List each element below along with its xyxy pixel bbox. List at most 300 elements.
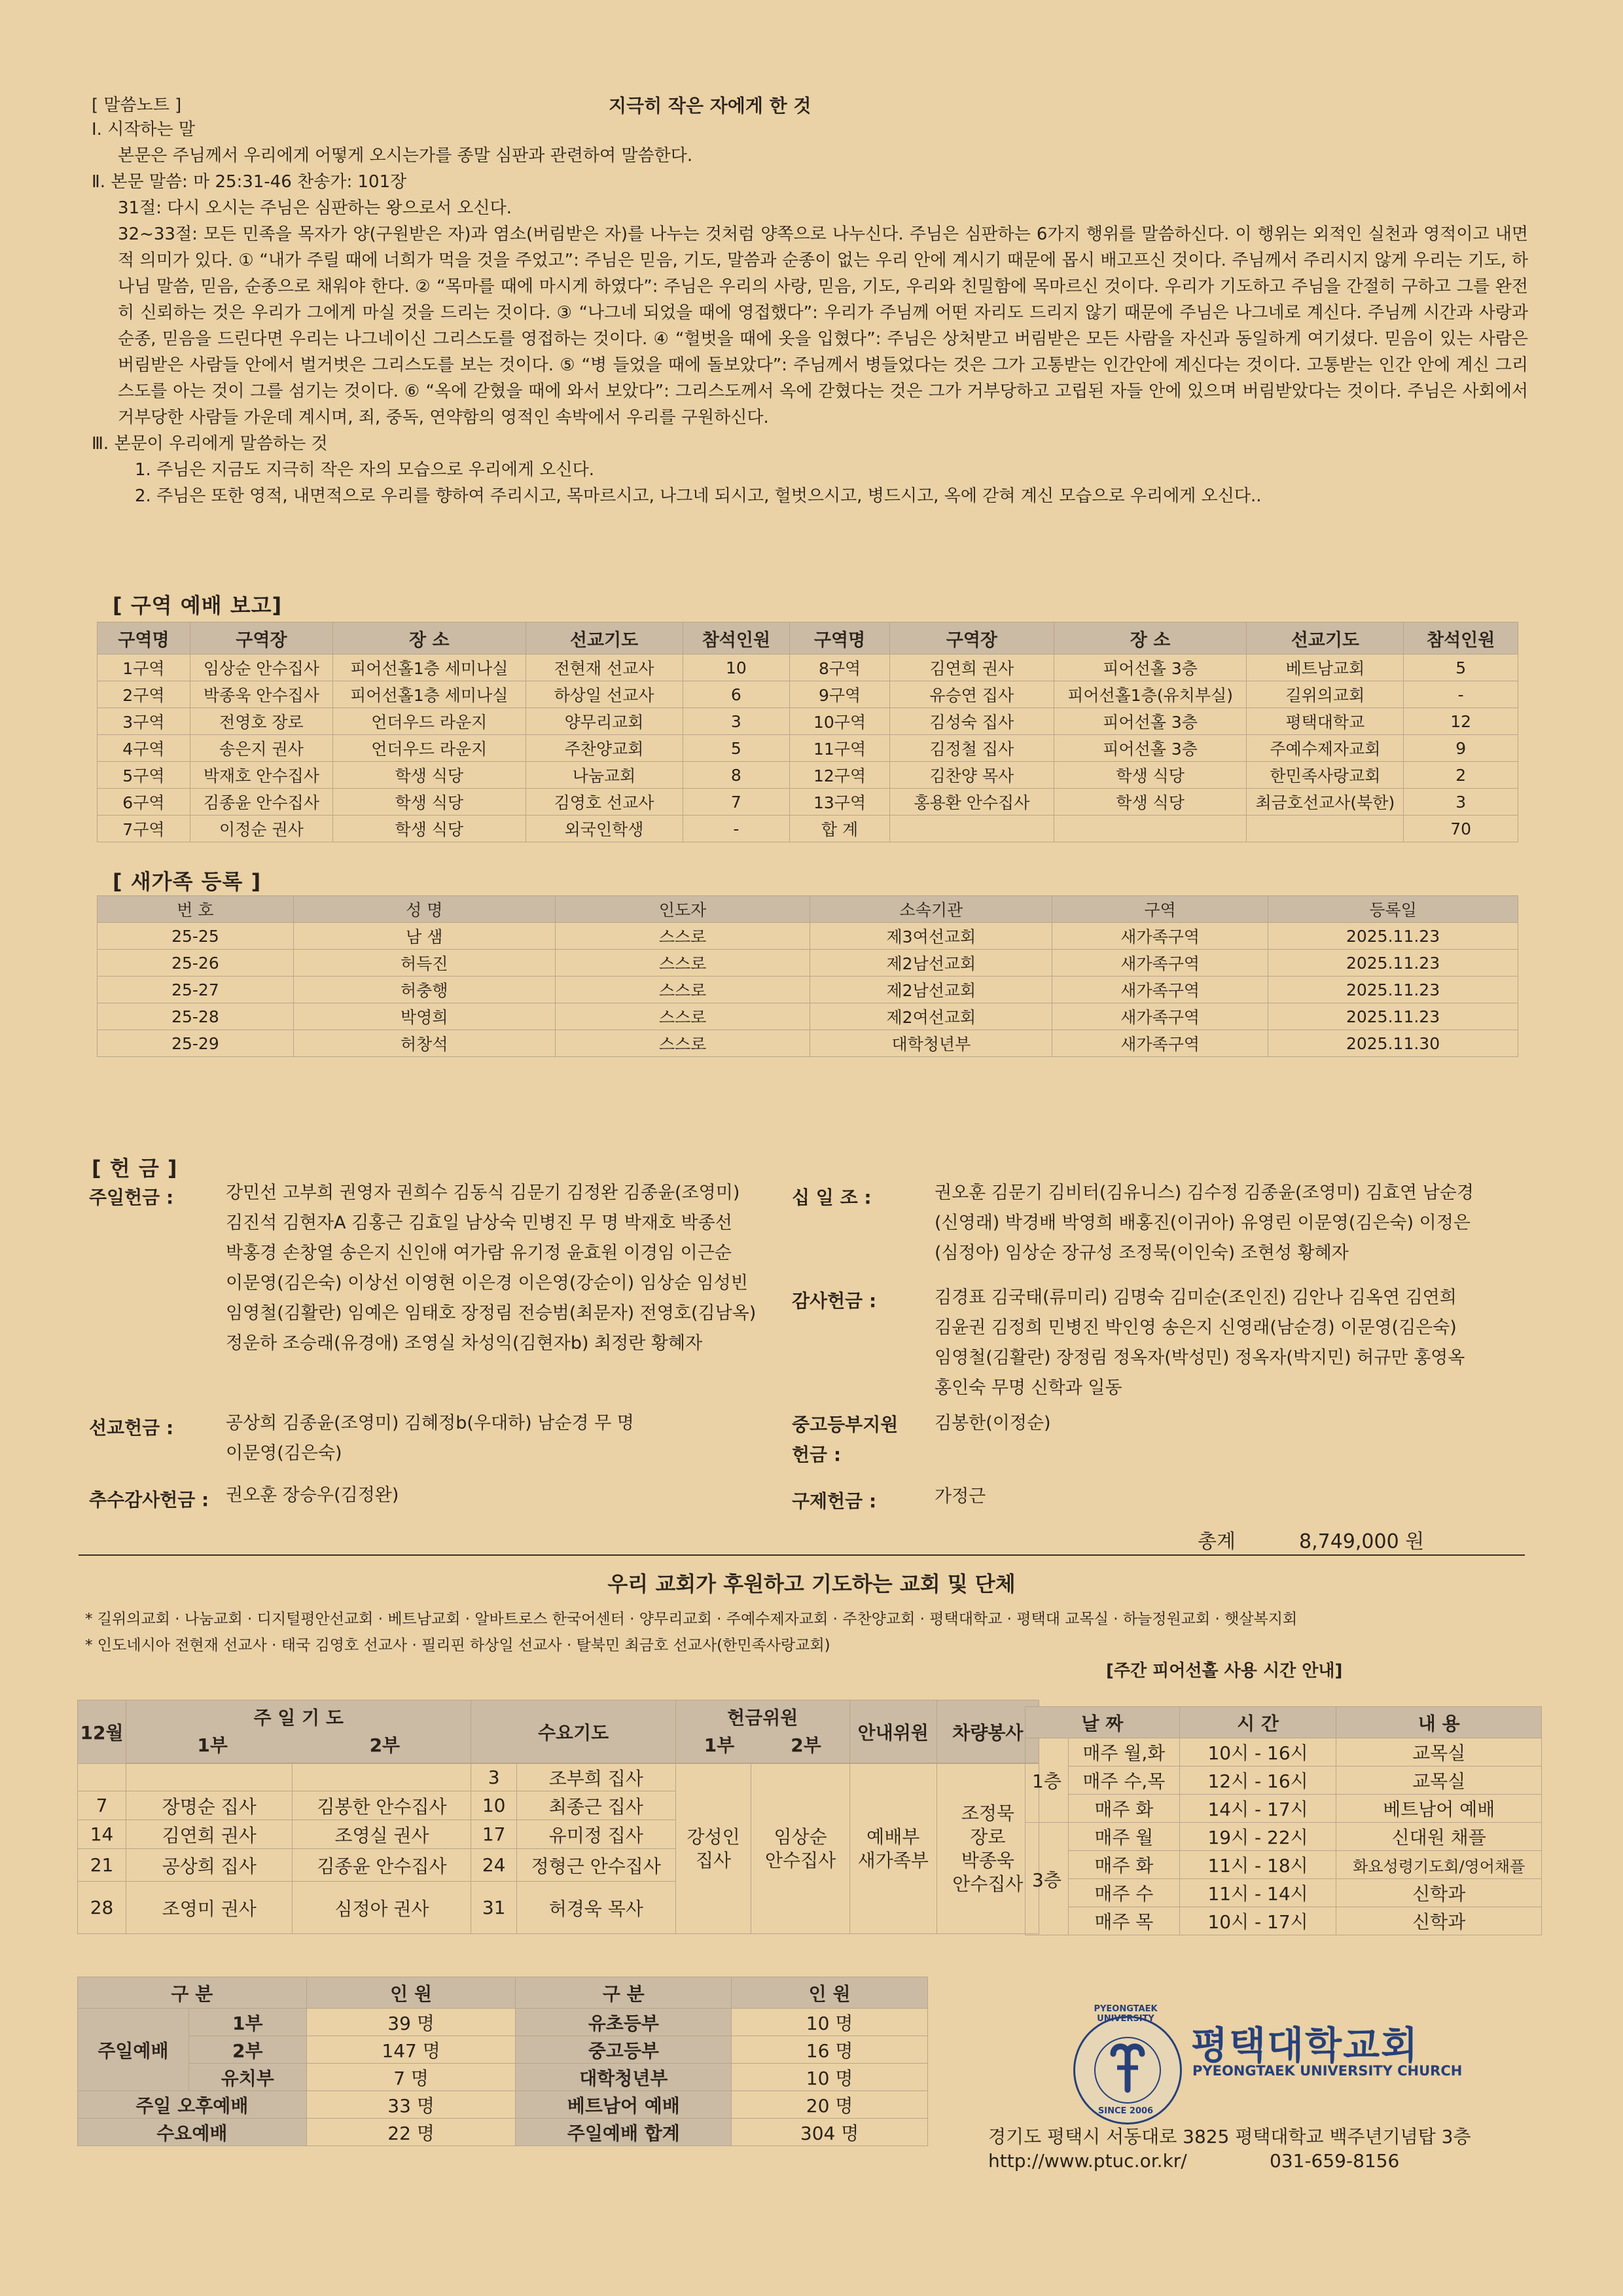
money-first-header: 1부 <box>704 1734 735 1756</box>
col-header: 참석인원 <box>1404 622 1518 655</box>
harvest-offering-names: 권오훈 장승우(김정완) <box>226 1485 399 1505</box>
cell: 최종근 집사 <box>516 1791 675 1820</box>
cell: 김종윤 안수집사 <box>293 1849 471 1882</box>
table-row <box>78 2064 928 2091</box>
cell: 송은지 권사 <box>190 735 332 762</box>
cell: 김연희 권사 <box>126 1820 293 1849</box>
cell: 제2남선교회 <box>810 977 1052 1003</box>
wednesday-prayer-header: 수요기도 <box>471 1700 675 1763</box>
col-header: 날 짜 <box>1026 1707 1180 1738</box>
cell: 새가족구역 <box>1052 977 1268 1003</box>
name-line: (신영래) 박경배 박영희 배홍진(이귀아) 유영린 이문영(김은숙) 이정은 <box>935 1213 1471 1233</box>
district-title: [ 구역 예배 보고] <box>113 593 283 618</box>
money-second-cell <box>751 1764 849 1934</box>
sunday-offering-label: 주일헌금 : <box>89 1187 174 1208</box>
cell: 피어선홀 3층 <box>1054 655 1247 681</box>
cell: 합 계 <box>790 816 890 842</box>
attendance-header-row <box>78 1977 928 2009</box>
sunday-worship-cell: 주일예배 <box>78 2009 189 2091</box>
church-phone: 031-659-8156 <box>1270 2150 1400 2172</box>
cell: 5구역 <box>98 762 190 789</box>
usher-header: 안내위원 <box>849 1700 936 1763</box>
cell: 2025.11.23 <box>1268 950 1518 977</box>
cell: 3구역 <box>98 708 190 735</box>
cell: 허충행 <box>293 977 555 1003</box>
col-header: 인 원 <box>306 1977 516 2009</box>
cell <box>1247 816 1404 842</box>
district-header-row <box>98 622 1518 655</box>
name-line: 장로 <box>970 1825 1006 1848</box>
newfamily-title: [ 새가족 등록 ] <box>113 869 262 894</box>
cell: 조영미 권사 <box>126 1882 293 1934</box>
cell: 33 명 <box>306 2091 516 2119</box>
cell: 김성숙 집사 <box>889 708 1054 735</box>
cell: 피어선홀 3층 <box>1054 708 1247 735</box>
col-header: 참석인원 <box>683 622 790 655</box>
name-line: 안수집사 <box>764 1849 836 1871</box>
cell: 허경욱 목사 <box>516 1882 675 1934</box>
cell: 147 명 <box>306 2036 516 2064</box>
category-cell: 주일예배 합계 <box>516 2119 732 2146</box>
relief-offering-names: 가정근 <box>935 1486 986 1507</box>
cell: 공상희 집사 <box>126 1849 293 1882</box>
harvest-offering-label: 추수감사헌금 : <box>89 1489 209 1511</box>
cell: 7구역 <box>98 816 190 842</box>
cell: 25-27 <box>98 977 294 1003</box>
cell: 허득진 <box>293 950 555 977</box>
name-line: 조정묵 <box>961 1802 1014 1824</box>
name-line: 임상순 <box>774 1825 827 1848</box>
cell: 20 명 <box>732 2091 928 2119</box>
cell <box>889 816 1054 842</box>
cell: 학생 식당 <box>333 762 526 789</box>
section-1-body: 본문은 주님께서 우리에게 어떻게 오시는가를 종말 심판과 관련하여 말씀한다. <box>118 146 693 166</box>
tithe-label: 십 일 조 : <box>792 1187 872 1208</box>
table-row <box>1026 1738 1542 1767</box>
cell: 10구역 <box>790 708 890 735</box>
section-1-heading: Ⅰ. 시작하는 말 <box>92 120 196 139</box>
cell: 3 <box>471 1764 516 1791</box>
name-line: 김진석 김현자A 김홍근 김효일 남상숙 민병진 무 명 박재호 박종선 <box>226 1213 732 1233</box>
cell: 12 <box>1404 708 1518 735</box>
name-line: 박종욱 <box>961 1849 1014 1871</box>
category-cell: 수요예배 <box>78 2119 307 2146</box>
cell: 전현재 선교사 <box>526 655 683 681</box>
col-header: 인 원 <box>732 1977 928 2009</box>
table-row <box>98 708 1518 735</box>
name-line: 예배부 <box>866 1825 920 1848</box>
cell: 10시 - 16시 <box>1179 1738 1336 1767</box>
cell: 매주 월 <box>1068 1823 1179 1851</box>
cell: 남 샘 <box>293 923 555 950</box>
cell: 한민족사랑교회 <box>1247 762 1404 789</box>
youth-support-label <box>792 1410 898 1470</box>
cell: 2025.11.23 <box>1268 1003 1518 1030</box>
cell: 매주 월,화 <box>1068 1738 1179 1767</box>
cell: 6구역 <box>98 789 190 816</box>
cell: 2025.11.30 <box>1268 1030 1518 1057</box>
col-header: 구역장 <box>190 622 332 655</box>
money-committee-header <box>675 1700 849 1763</box>
cell: 7 명 <box>306 2064 516 2091</box>
name-line: 임영철(김활란) 장정림 정옥자(박성민) 정옥자(박지민) 허규만 홍영옥 <box>935 1348 1465 1368</box>
col-header: 시 간 <box>1179 1707 1336 1738</box>
cell: 김영호 선교사 <box>526 789 683 816</box>
cell: 학생 식당 <box>333 816 526 842</box>
name-line: 박홍경 손창열 송은지 신인애 여가람 유기정 윤효원 이경임 이근순 <box>226 1243 732 1263</box>
cell: 허창석 <box>293 1030 555 1057</box>
offering-title: [ 헌 금 ] <box>92 1156 178 1181</box>
cell: 장명순 집사 <box>126 1791 293 1820</box>
table-row <box>98 762 1518 789</box>
cell: 주찬양교회 <box>526 735 683 762</box>
cell: 신대원 채플 <box>1336 1823 1542 1851</box>
table-row <box>98 735 1518 762</box>
cell <box>1054 816 1247 842</box>
verse-32-33: 32~33절: 모든 민족을 목자가 양(구원받은 자)과 염소(버림받은 자)를 나누는 것처럼 양쪽으로 나누신다. 주님은 심판하는 6가지 행위를 말씀하신다. 이 행위는 외적인 실천과 영적이고 내면적 의미가 있다. ① “내가 주릴 때에 너희가 먹을 것을 주었고”: 주님은 믿음, 기도, 말씀과 순종이 없는 우리 안에 계시기 때문에 몹시 배고프신 것이다. 주님께서 주리시지 않게 우리는 기도, 하나님 말씀, 믿음, 순종으로 채워야 한다. ② “목마를 때에 마시게 하였다”: 주님은 우리의 사랑, 믿음, 기도, 우리와 친밀함에 목마르신 것이다. 우리가 기도하고 주님을 간절히 구하고 그를 완전히 신뢰하는 것은 우리가 그에게 마실 것을 드리는 것이다. ③ “나그네 되었을 때에 영접했다”: 우리가 주님께 어떤 자리도 드리지 않기 때문에 주님은 나그네로 계신다. 주님께 시간과 사랑과 순종, 믿음을 드린다면 우리는 나그네이신 그리스도를 영접하는 것이다. ④ “헐벗을 때에 옷을 입혔다”: 주님은 상처받고 버림받은 모든 사람을 자신과 동일하게 여기셨다. 믿음이 있는 사람은 버림받은 사람들 안에서 벌거벗은 그리스도를 보는 것이다. ⑤ “병 들었을 때에 돌보았다”: 주님께서 병들었다는 것은 그가 고통받는 인간안에 계신다는 것이다. 고통받는 인간 안에 계신 그리스도를 아는 것이 그를 섬기는 것이다. ⑥ “옥에 갇혔을 때에 와서 보았다”: 그리스도께서 옥에 갇혔다는 것은 그가 거부당하고 고립된 자들 안에 있으며 버림받았다는 것이다. 주님은 사회에서 거부당한 사람들 가운데 계시며, 죄, 중독, 연약함의 영적인 속박에서 우리를 구원하신다. <box>118 224 1528 427</box>
cell: 25-28 <box>98 1003 294 1030</box>
cell: 베트남교회 <box>1247 655 1404 681</box>
cell: 새가족구역 <box>1052 1030 1268 1057</box>
prayer-header-row <box>78 1700 1039 1763</box>
first-service-header: 1부 <box>197 1734 228 1756</box>
seal-bottom-text: SINCE 2006 <box>1097 2106 1154 2116</box>
col-header: 구 분 <box>78 1977 307 2009</box>
point-1: 1. 주님은 지금도 지극히 작은 자의 모습으로 우리에게 오신다. <box>135 460 594 480</box>
cell: 최금호선교사(북한) <box>1247 789 1404 816</box>
table-row <box>98 655 1518 681</box>
cell: 24 <box>471 1849 516 1882</box>
cell: 22 명 <box>306 2119 516 2146</box>
cell: 28 <box>78 1882 126 1934</box>
category-cell: 주일 오후예배 <box>78 2091 307 2119</box>
category-cell: 2부 <box>188 2036 306 2064</box>
table-row <box>78 2036 928 2064</box>
cell: 피어선홀1층 세미나실 <box>333 655 526 681</box>
cell: 스스로 <box>555 923 810 950</box>
cell: 조영실 권사 <box>293 1820 471 1849</box>
cell: 7 <box>683 789 790 816</box>
cell: 정형근 안수집사 <box>516 1849 675 1882</box>
cell: 전영호 장로 <box>190 708 332 735</box>
col-header: 구 분 <box>516 1977 732 2009</box>
verse-31: 31절: 다시 오시는 주님은 심판하는 왕으로서 오신다. <box>118 198 512 218</box>
cell: 9 <box>1404 735 1518 762</box>
name-line: 안수집사 <box>952 1873 1024 1895</box>
cell: 4구역 <box>98 735 190 762</box>
name-line: 강성인 <box>687 1825 740 1848</box>
cell: 2구역 <box>98 681 190 708</box>
name-line: 임영철(김활란) 임예은 임태호 장정림 전승범(최문자) 전영호(김남옥) <box>226 1303 757 1323</box>
cell: 김봉한 안수집사 <box>293 1791 471 1820</box>
cell: 학생 식당 <box>1054 789 1247 816</box>
cell: 스스로 <box>555 1030 810 1057</box>
prayer-duty-table <box>77 1700 1039 1934</box>
cell: 임상순 안수집사 <box>190 655 332 681</box>
col-header: 내 용 <box>1336 1707 1542 1738</box>
car-cell <box>936 1764 1039 1934</box>
cell: 김종윤 안수집사 <box>190 789 332 816</box>
name-line: 강민선 고부희 권영자 권희수 김동식 김문기 김정완 김종윤(조영미) <box>226 1183 740 1203</box>
cell: 새가족구역 <box>1052 923 1268 950</box>
church-name-en: PYEONGTAEK UNIVERSITY CHURCH <box>1192 2063 1463 2079</box>
col-header: 구역명 <box>98 622 190 655</box>
hall-usage-table <box>1025 1706 1542 1935</box>
cell: 평택대학교 <box>1247 708 1404 735</box>
cell: 피어선홀1층(유치부실) <box>1054 681 1247 708</box>
category-cell: 1부 <box>188 2009 306 2036</box>
table-row <box>1026 1767 1542 1795</box>
category-cell: 대학청년부 <box>516 2064 732 2091</box>
col-header: 인도자 <box>555 896 810 923</box>
cell: 12시 - 16시 <box>1179 1767 1336 1795</box>
cell: 길위의교회 <box>1247 681 1404 708</box>
name-line: 공상희 김종윤(조영미) 김혜정b(우대하) 남순경 무 명 <box>226 1413 634 1433</box>
category-cell: 중고등부 <box>516 2036 732 2064</box>
name-line: 집사 <box>696 1849 732 1871</box>
table-row <box>78 1764 1039 1791</box>
cell: 주예수제자교회 <box>1247 735 1404 762</box>
sunday-offering-names <box>226 1178 802 1359</box>
col-header: 구역명 <box>790 622 890 655</box>
cell: 새가족구역 <box>1052 950 1268 977</box>
cell: 이정순 권사 <box>190 816 332 842</box>
cell: 제3여선교회 <box>810 923 1052 950</box>
section-3-heading: Ⅲ. 본문이 우리에게 말씀하는 것 <box>92 434 328 454</box>
cell: 9구역 <box>790 681 890 708</box>
name-line: 정운하 조승래(유경애) 조영실 차성익(김현자b) 최정란 황혜자 <box>226 1333 703 1354</box>
name-line: 이문영(김은숙) <box>226 1443 342 1463</box>
cell: 304 명 <box>732 2119 928 2146</box>
cell: 3 <box>1404 789 1518 816</box>
cell: 70 <box>1404 816 1518 842</box>
name-line: 권오훈 김문기 김비터(김유니스) 김수정 김종윤(조영미) 김효연 남순경 <box>935 1183 1474 1203</box>
cell: 25-25 <box>98 923 294 950</box>
tithe-names <box>935 1178 1530 1268</box>
col-header: 등록일 <box>1268 896 1518 923</box>
cell: 1구역 <box>98 655 190 681</box>
cell: 10 명 <box>732 2064 928 2091</box>
table-row <box>78 2091 928 2119</box>
name-line: 이문영(김은숙) 이상선 이영현 이은경 이은영(강순이) 임상순 임성빈 <box>226 1273 748 1293</box>
cell: 10시 - 17시 <box>1179 1907 1336 1935</box>
cell: 25-29 <box>98 1030 294 1057</box>
table-row <box>78 2119 928 2146</box>
sunday-prayer-subheaders <box>126 1732 471 1759</box>
table-row <box>98 950 1518 977</box>
category-cell: 유초등부 <box>516 2009 732 2036</box>
table-row <box>1026 1851 1542 1879</box>
cell: 스스로 <box>555 950 810 977</box>
sunday-prayer-header <box>126 1700 471 1763</box>
cell: 13구역 <box>790 789 890 816</box>
table-row <box>98 977 1518 1003</box>
church-name: 평택대학교회 <box>1191 2023 1419 2068</box>
money-first-cell <box>675 1764 751 1934</box>
attendance-table <box>77 1977 928 2146</box>
name-line: (심정아) 임상순 장규성 조정묵(이인숙) 조현성 황혜자 <box>935 1243 1349 1263</box>
table-row <box>98 789 1518 816</box>
cell: 제2여선교회 <box>810 1003 1052 1030</box>
cell: 매주 수 <box>1068 1879 1179 1907</box>
cell: 홍용환 안수집사 <box>889 789 1054 816</box>
table-row <box>98 681 1518 708</box>
cell: 2 <box>1404 762 1518 789</box>
table-row <box>1026 1795 1542 1823</box>
sermon-label: [ 말씀노트 ] <box>92 96 182 115</box>
cell: 2025.11.23 <box>1268 923 1518 950</box>
cell: 3 <box>683 708 790 735</box>
col-header: 구역장 <box>889 622 1054 655</box>
cell: 11구역 <box>790 735 890 762</box>
cell: 교목실 <box>1336 1767 1542 1795</box>
cell: 2025.11.23 <box>1268 977 1518 1003</box>
cell: 베트남어 예배 <box>1336 1795 1542 1823</box>
month-header: 12월 <box>78 1700 126 1764</box>
money-second-header: 2부 <box>791 1734 821 1756</box>
name-line: 홍인숙 무명 신학과 일동 <box>935 1378 1122 1398</box>
sermon-body <box>92 117 1528 509</box>
col-header: 장 소 <box>333 622 526 655</box>
newfamily-table <box>97 895 1518 1057</box>
church-address: 경기도 평택시 서동대로 3825 평택대학교 백주년기념탑 3층 <box>988 2126 1471 2147</box>
name-line: 김경표 김국태(류미리) 김명숙 김미순(조인진) 김안나 김옥연 김연희 <box>935 1287 1457 1308</box>
cell: 새가족구역 <box>1052 1003 1268 1030</box>
cell: 피어선홀1층 세미나실 <box>333 681 526 708</box>
money-subheaders <box>676 1732 849 1759</box>
cell: 8구역 <box>790 655 890 681</box>
cell <box>126 1764 293 1791</box>
cell: 11시 - 18시 <box>1179 1851 1336 1879</box>
label-line: 중고등부지원 <box>792 1414 899 1435</box>
usher-cell <box>849 1764 936 1934</box>
col-header: 번 호 <box>98 896 294 923</box>
section-2-heading: Ⅱ. 본문 말씀: 마 25:31-46 찬송가: 101장 <box>92 172 407 192</box>
floor-cell: 3층 <box>1026 1823 1069 1935</box>
col-header: 성 명 <box>293 896 555 923</box>
thanks-offering-label: 감사헌금 : <box>792 1290 877 1312</box>
cell: 박재호 안수집사 <box>190 762 332 789</box>
cell: 매주 화 <box>1068 1795 1179 1823</box>
youth-support-names: 김봉한(이정순) <box>935 1413 1051 1433</box>
cell: 화요성령기도회/영어채플 <box>1336 1851 1542 1879</box>
name-line: 새가족부 <box>857 1849 929 1871</box>
cell: 제2남선교회 <box>810 950 1052 977</box>
cell: 스스로 <box>555 1003 810 1030</box>
cell: 16 명 <box>732 2036 928 2064</box>
point-2: 2. 주님은 또한 영적, 내면적으로 우리를 향하여 주리시고, 목마르시고, 나그네 되시고, 헐벗으시고, 병드시고, 옥에 갇혀 계신 모습으로 우리에게 오신다.. <box>135 486 1262 506</box>
support-line-1: * 길위의교회 · 나눔교회 · 디지털평안선교회 · 베트남교회 · 알바트로스 한국어센터 · 양무리교회 · 주예수제자교회 · 주찬양교회 · 평택대학교 · 평택대 교목실 · 하늘정원교회 · 햇살복지회 <box>85 1611 1298 1628</box>
col-header: 장 소 <box>1054 622 1247 655</box>
category-cell: 유치부 <box>188 2064 306 2091</box>
newfamily-header-row <box>98 896 1518 923</box>
col-header: 구역 <box>1052 896 1268 923</box>
cell: 스스로 <box>555 977 810 1003</box>
cell: 피어선홀 3층 <box>1054 735 1247 762</box>
support-title: 우리 교회가 후원하고 기도하는 교회 및 단체 <box>607 1571 1016 1596</box>
district-table <box>97 622 1518 842</box>
table-row <box>98 816 1518 842</box>
cell: 조부희 집사 <box>516 1764 675 1791</box>
cell: 19시 - 22시 <box>1179 1823 1336 1851</box>
cell: 25-26 <box>98 950 294 977</box>
cell: 나눔교회 <box>526 762 683 789</box>
relief-offering-label: 구제헌금 : <box>792 1490 877 1512</box>
cell: 14시 - 17시 <box>1179 1795 1336 1823</box>
cell: 6 <box>683 681 790 708</box>
sunday-prayer-title: 주 일 기 도 <box>253 1706 344 1729</box>
total-label: 총계 <box>1198 1530 1236 1553</box>
cell: 김연희 권사 <box>889 655 1054 681</box>
second-service-header: 2부 <box>369 1734 401 1756</box>
support-line-2: * 인도네시아 전현재 선교사 · 태국 김영호 선교사 · 필리핀 하상일 선교사 · 탈북민 최금호 선교사(한민족사랑교회) <box>85 1637 830 1654</box>
floor-cell: 1층 <box>1026 1738 1069 1823</box>
thanks-offering-names <box>935 1283 1530 1403</box>
cell: 유미정 집사 <box>516 1820 675 1849</box>
cell: 박종욱 안수집사 <box>190 681 332 708</box>
cell: 10 <box>683 655 790 681</box>
cell: 학생 식당 <box>333 789 526 816</box>
table-row <box>98 923 1518 950</box>
seal-top-text: PYEONGTAEK UNIVERSITY <box>1094 2004 1158 2024</box>
cell: 8 <box>683 762 790 789</box>
cell: 7 <box>78 1791 126 1820</box>
church-url[interactable]: http://www.ptuc.or.kr/ <box>988 2150 1187 2172</box>
col-header: 소속기관 <box>810 896 1052 923</box>
cell: 17 <box>471 1820 516 1849</box>
cell: 박영희 <box>293 1003 555 1030</box>
money-committee-title: 헌금위원 <box>727 1706 798 1729</box>
category-cell: 베트남어 예배 <box>516 2091 732 2119</box>
table-row <box>1026 1879 1542 1907</box>
cell: 10 <box>471 1791 516 1820</box>
cell: 하상일 선교사 <box>526 681 683 708</box>
col-header: 선교기도 <box>526 622 683 655</box>
cell: 언더우드 라운지 <box>333 735 526 762</box>
cell: 대학청년부 <box>810 1030 1052 1057</box>
col-header: 선교기도 <box>1247 622 1404 655</box>
table-row <box>78 2009 928 2036</box>
mission-offering-names <box>226 1408 776 1469</box>
cell: 신학과 <box>1336 1879 1542 1907</box>
table-row <box>1026 1823 1542 1851</box>
cell: - <box>1404 681 1518 708</box>
cell: 21 <box>78 1849 126 1882</box>
cell <box>78 1764 126 1791</box>
cell: 5 <box>1404 655 1518 681</box>
cell: 양무리교회 <box>526 708 683 735</box>
sermon-title: 지극히 작은 자에게 한 것 <box>609 95 812 117</box>
cell: 매주 수,목 <box>1068 1767 1179 1795</box>
divider <box>79 1554 1525 1556</box>
cell: 12구역 <box>790 762 890 789</box>
cell: 31 <box>471 1882 516 1934</box>
name-line: 김윤권 김정희 민병진 박인영 송은지 신영래(남순경) 이문영(김은숙) <box>935 1318 1457 1338</box>
table-row <box>1026 1907 1542 1935</box>
total-value: 8,749,000 원 <box>1299 1530 1425 1553</box>
cell: 심정아 권사 <box>293 1882 471 1934</box>
mission-offering-label: 선교헌금 : <box>89 1417 174 1439</box>
cell: 매주 화 <box>1068 1851 1179 1879</box>
cell: 신학과 <box>1336 1907 1542 1935</box>
cell: 매주 목 <box>1068 1907 1179 1935</box>
hall-title: [주간 피어선홀 사용 시간 안내] <box>1106 1661 1343 1681</box>
cell: 5 <box>683 735 790 762</box>
car-header: 차량봉사 <box>936 1700 1039 1763</box>
cell: - <box>683 816 790 842</box>
hall-header-row <box>1026 1707 1542 1738</box>
cell: 외국인학생 <box>526 816 683 842</box>
